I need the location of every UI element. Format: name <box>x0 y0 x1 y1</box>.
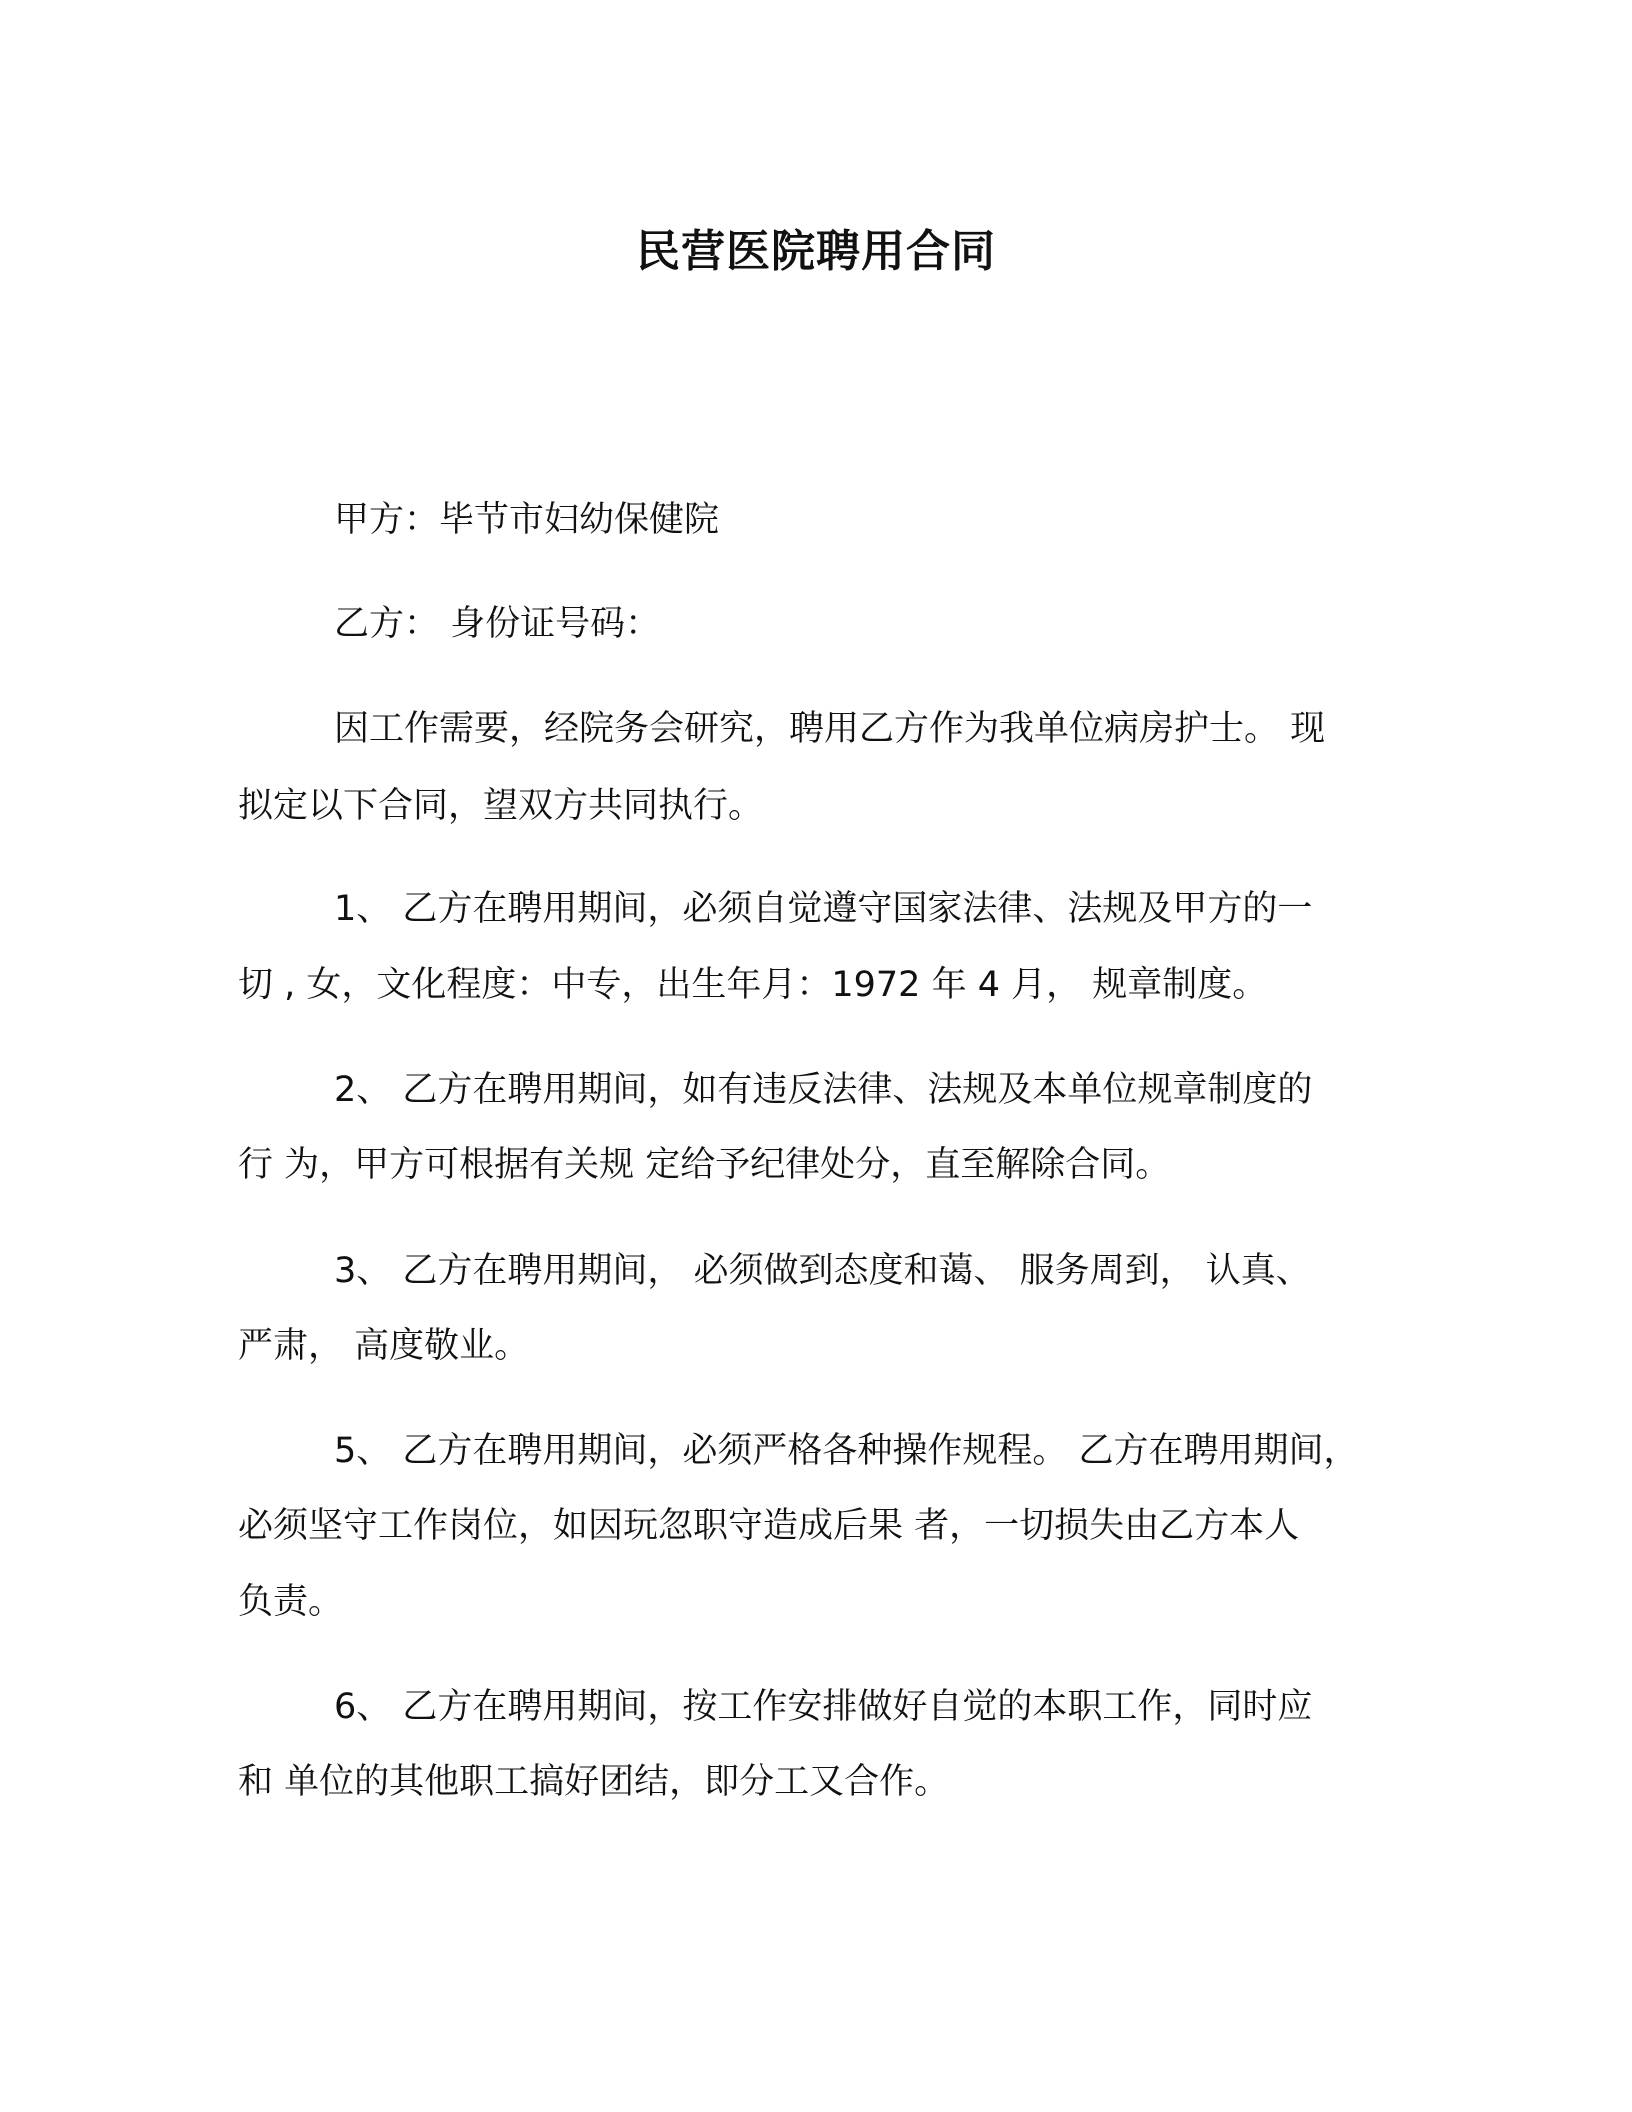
clause-5-line-2: 必须坚守工作岗位，如因玩忽职守造成后果 者，一切损失由乙方本人 <box>238 1506 1300 1546</box>
clause-3-line-2: 严肃， 高度敬业。 <box>238 1326 530 1366</box>
clause-2-line-2: 行 为，甲方可根据有关规 定给予纪律处分，直至解除合同。 <box>238 1145 1171 1185</box>
document-title: 民营医院聘用合同 <box>636 226 996 277</box>
clause-1-line-1: 1、 乙方在聘用期间，必须自觉遵守国家法律、法规及甲方的一 <box>334 889 1313 929</box>
clause-5-line-3: 负责。 <box>238 1582 344 1622</box>
clause-6-line-1: 6、 乙方在聘用期间，按工作安排做好自觉的本职工作，同时应 <box>334 1687 1313 1727</box>
intro-line-2: 拟定以下合同，望双方共同执行。 <box>238 786 764 826</box>
party-b-line: 乙方： 身份证号码： <box>334 604 661 644</box>
clause-6-line-2: 和 单位的其他职工搞好团结，即分工又合作。 <box>238 1762 950 1802</box>
clause-1-line-2: 切 , 女，文化程度：中专，出生年月：1972 年 4 月， 规章制度。 <box>238 965 1268 1005</box>
clause-3-line-1: 3、 乙方在聘用期间， 必须做到态度和蔼、 服务周到， 认真、 <box>334 1251 1311 1291</box>
intro-line-1: 因工作需要，经院务会研究，聘用乙方作为我单位病房护士。 现 <box>334 709 1326 749</box>
clause-5-line-1: 5、 乙方在聘用期间，必须严格各种操作规程。 乙方在聘用期间， <box>334 1431 1359 1471</box>
party-a-line: 甲方：毕节市妇幼保健院 <box>334 500 720 540</box>
clause-2-line-1: 2、 乙方在聘用期间，如有违反法律、法规及本单位规章制度的 <box>334 1070 1313 1110</box>
